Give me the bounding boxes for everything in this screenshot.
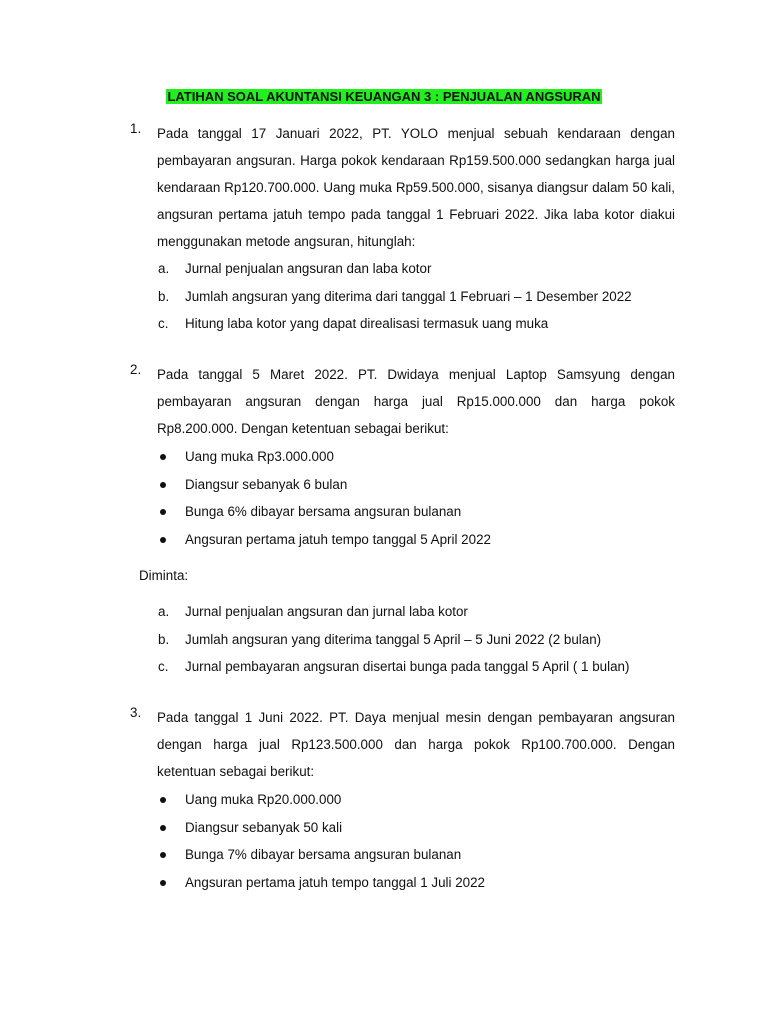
list-item: c. Hitung laba kotor yang dapat direalisasi termasuk uang muka <box>158 316 549 331</box>
question-1 <box>130 120 675 338</box>
question-1-number: 1. <box>130 121 142 136</box>
list-item: b. Jumlah angsuran yang diterima tanggal 5 April – 5 Juni 2022 (2 bulan) <box>158 631 602 647</box>
question-3 <box>130 704 675 896</box>
question-2-number: 2. <box>130 362 142 377</box>
list-item: Diangsur sebanyak 6 bulan <box>130 471 675 499</box>
bullet-icon <box>160 852 166 858</box>
bullet-icon <box>160 537 166 543</box>
diminta-label: Diminta: <box>139 568 189 583</box>
bullet-icon <box>160 482 166 488</box>
question-3-bullets <box>130 786 675 896</box>
question-1-items <box>130 255 675 338</box>
question-2-text: Pada tanggal 5 Maret 2022. PT. Dwidaya menjual Laptop Samsyung dengan pembayaran angsuran dengan harga jual Rp15.000.000 dan harga pokok Rp8.200.000. Dengan ketentuan sebagai berikut: <box>157 367 675 436</box>
bullet-icon <box>160 825 166 831</box>
list-item: Angsuran pertama jatuh tempo tanggal 1 Juli 2022 <box>130 869 675 897</box>
list-item: Angsuran pertama jatuh tempo tanggal 5 April 2022 <box>130 526 675 554</box>
list-item: c. Jurnal pembayaran angsuran disertai bunga pada tanggal 5 April ( 1 bulan) <box>158 659 630 674</box>
list-item: Uang muka Rp20.000.000 <box>130 786 675 814</box>
question-2 <box>130 361 675 553</box>
bullet-icon <box>160 880 166 886</box>
list-item: Bunga 7% dibayar bersama angsuran bulanan <box>130 841 675 869</box>
question-2-items <box>130 598 675 681</box>
list-item: Bunga 6% dibayar bersama angsuran bulanan <box>130 498 675 526</box>
bullet-icon <box>160 509 166 515</box>
bullet-icon <box>160 797 166 803</box>
list-item: b. Jumlah angsuran yang diterima dari tanggal 1 Februari – 1 Desember 2022 <box>158 288 632 304</box>
question-3-number: 3. <box>130 705 142 720</box>
bullet-icon <box>160 454 166 460</box>
question-2-requests <box>130 598 675 681</box>
list-item: Diangsur sebanyak 50 kali <box>130 814 675 842</box>
question-1-text: Pada tanggal 17 Januari 2022, PT. YOLO menjual sebuah kendaraan dengan pembayaran angsuran. Harga pokok kendaraan Rp159.500.000 sedangkan harga jual kendaraan Rp120.700.000. Uang muka Rp59.500.000, sisanya diangsur dalam 50 kali, angsuran pertama jatuh tempo pada tanggal 1 Februari 2022. Jika laba kotor diakui menggunakan metode angsuran, hitunglah: <box>157 126 675 249</box>
question-3-text: Pada tanggal 1 Juni 2022. PT. Daya menjual mesin dengan pembayaran angsuran dengan harga jual Rp123.500.000 dan harga pokok Rp100.700.000. Dengan ketentuan sebagai berikut: <box>157 710 675 779</box>
list-item: Uang muka Rp3.000.000 <box>130 443 675 471</box>
list-item: a. Jurnal penjualan angsuran dan jurnal laba kotor <box>158 604 468 619</box>
title-highlight: LATIHAN SOAL AKUNTANSI KEUANGAN 3 : PENJUALAN ANGSURAN <box>167 89 601 104</box>
question-2-bullets <box>130 443 675 553</box>
list-item: a. Jurnal penjualan angsuran dan laba kotor <box>158 261 432 276</box>
document-title <box>0 88 768 105</box>
